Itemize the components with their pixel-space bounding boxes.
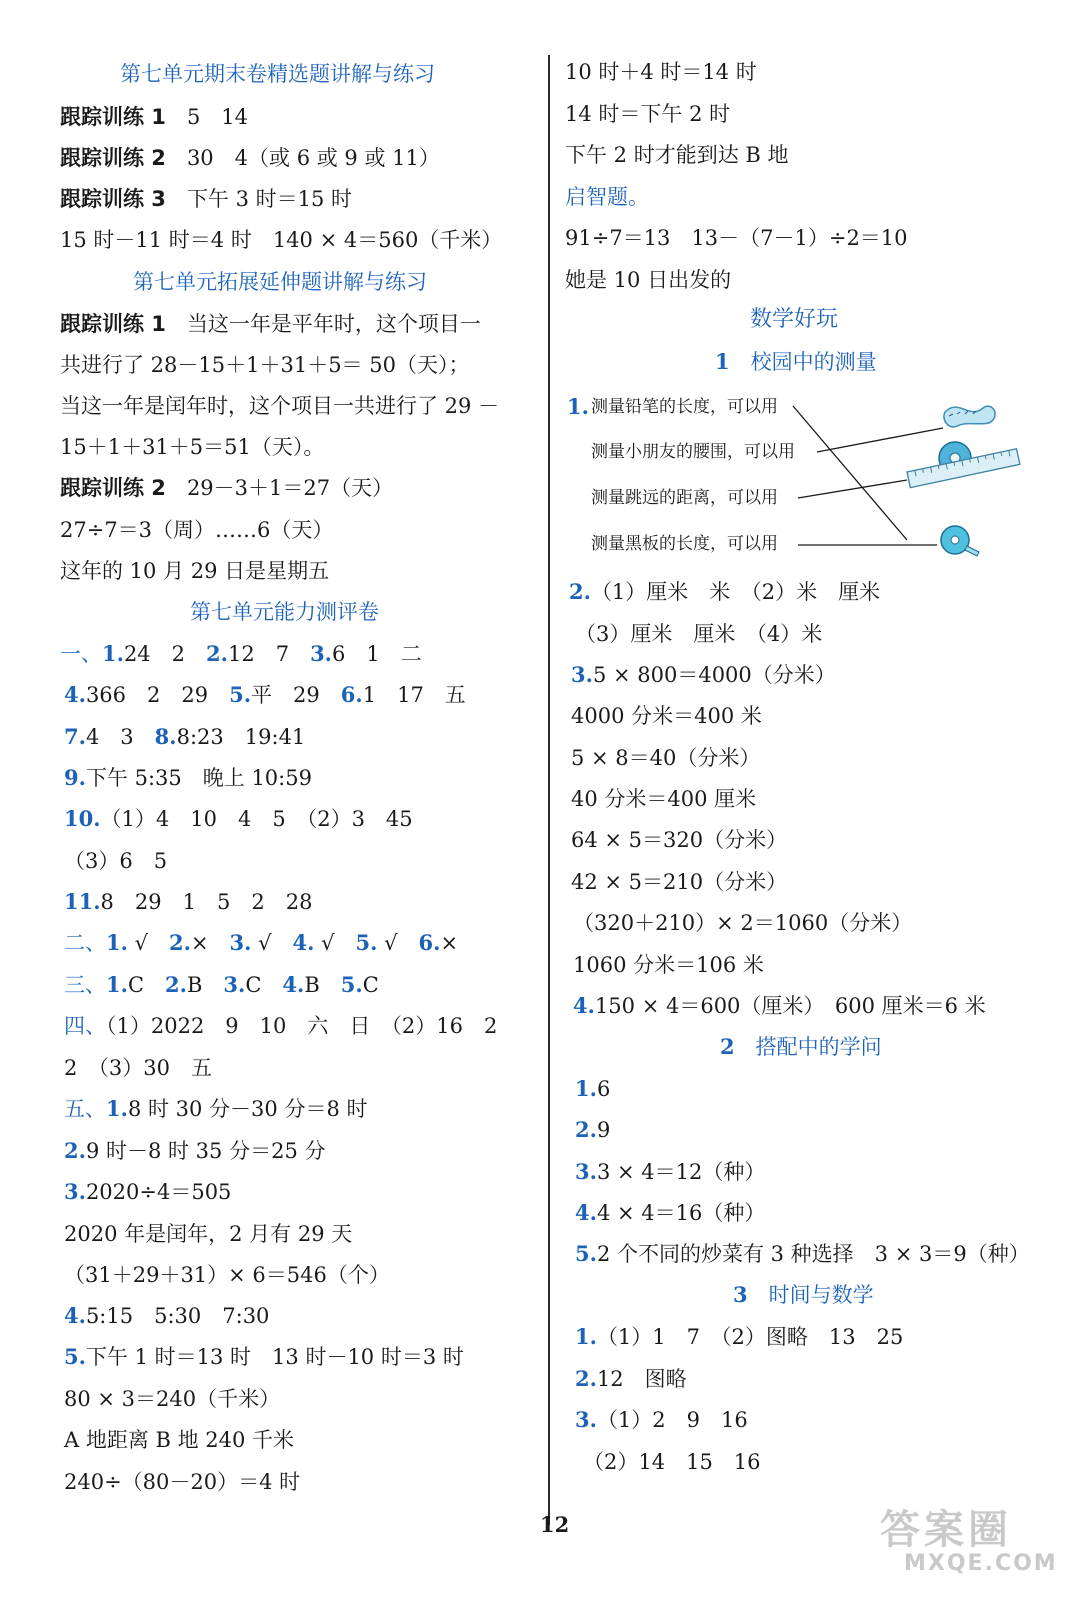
answer-text: √ xyxy=(127,931,169,955)
section-title-extension: 第七单元拓展延伸题讲解与练习 xyxy=(133,270,427,294)
answer-line xyxy=(64,1137,325,1165)
answer-line xyxy=(64,1385,280,1413)
answer-line xyxy=(60,640,422,668)
answer-line xyxy=(64,1343,464,1371)
answer-text: 3 × 4＝12（种） xyxy=(596,1160,766,1184)
answer-text: 下午 1 时＝13 时 13 时－10 时＝3 时 xyxy=(85,1345,464,1369)
answer-text: √ xyxy=(314,931,356,955)
answer-line xyxy=(64,929,458,957)
answer-text: × xyxy=(440,931,459,955)
page-number: 12 xyxy=(540,1512,570,1537)
answer-line xyxy=(64,1302,269,1330)
answer-text: （3）6 5 xyxy=(64,849,168,873)
text-line xyxy=(60,474,393,502)
question-number: 6. xyxy=(418,930,441,955)
answer-text: 5:15 5:30 7:30 xyxy=(85,1304,270,1328)
answer-text: B xyxy=(304,973,341,997)
question-number: 10. xyxy=(64,806,101,831)
question-number: 4. xyxy=(292,930,315,955)
text-line: 共进行了 28－15＋1＋31＋5＝ 50（天）； xyxy=(60,353,470,377)
answer-text: 平 29 xyxy=(251,683,341,707)
answer-text: 4 × 4＝16（种） xyxy=(596,1201,766,1225)
answer-text: C xyxy=(362,973,379,997)
exercise-label: 跟踪训练 2 xyxy=(60,146,166,170)
part-heading: 五、 xyxy=(64,1097,106,1121)
answer-line xyxy=(571,744,760,772)
answer-line xyxy=(571,868,787,896)
question-number: 3. xyxy=(575,1407,597,1432)
part-heading: 一、 xyxy=(60,642,102,666)
answer-text: 下午 3 时＝15 时 xyxy=(186,187,353,211)
answer-line xyxy=(575,1240,1030,1268)
answer-text: 1060 分米＝106 米 xyxy=(573,953,764,977)
question-number: 1. xyxy=(575,1076,597,1101)
answer-line xyxy=(64,805,413,833)
watermark-url: MXQE.COM xyxy=(904,1551,1058,1576)
question-number: 6. xyxy=(340,682,363,707)
subsection-title xyxy=(733,1281,874,1309)
answer-text: （1）4 10 4 5 （2）3 45 xyxy=(100,807,413,831)
answer-text: 8 时 30 分－30 分＝8 时 xyxy=(127,1097,368,1121)
answer-text: √ xyxy=(377,931,419,955)
question-number: 3. xyxy=(64,1179,86,1204)
question-number: 4. xyxy=(573,993,595,1018)
answer-text: 4 3 xyxy=(85,725,155,749)
answer-text: 5 × 800＝4000（分米） xyxy=(592,663,836,687)
question-number: 1. xyxy=(575,1324,597,1349)
answer-text: 30 4（或 6 或 9 或 11） xyxy=(186,146,440,170)
section-title-final-exam: 第七单元期末卷精选题讲解与练习 xyxy=(120,62,435,86)
part-heading: 二、 xyxy=(64,931,106,955)
answer-text: （1）2022 9 10 六 日 （2）16 2 xyxy=(106,1014,498,1038)
text-line xyxy=(60,144,440,172)
question-number: 5. xyxy=(64,1344,86,1369)
subsection-text: 搭配中的学问 xyxy=(755,1035,882,1059)
answer-text: 5 × 8＝40（分米） xyxy=(571,746,761,770)
matching-prompt-waist: 测量小朋友的腰围，可以用 xyxy=(591,442,795,462)
bonus-heading: 启智题。 xyxy=(565,185,649,209)
text-line: 15＋1＋31＋5＝51（天）。 xyxy=(60,435,325,459)
answer-text: 80 × 3＝240（千米） xyxy=(64,1387,281,1411)
answer-text: 当这一年是平年时，这个项目一 xyxy=(186,312,481,336)
question-number: 4. xyxy=(282,972,305,997)
answer-text: 24 2 xyxy=(123,642,207,666)
watermark-text: 答案圈 xyxy=(880,1507,1012,1553)
answer-line xyxy=(64,1426,294,1454)
matching-prompt-jump: 测量跳远的距离，可以用 xyxy=(591,488,778,508)
answer-line xyxy=(571,826,787,854)
answer-line xyxy=(573,909,912,937)
answer-text: （1）2 9 16 xyxy=(596,1408,748,1432)
exercise-label: 跟踪训练 3 xyxy=(60,187,166,211)
answer-line xyxy=(64,1261,390,1289)
answer-text: 1 17 五 xyxy=(362,683,466,707)
section-title-ability-test: 第七单元能力测评卷 xyxy=(190,600,379,624)
measuring-reel-icon xyxy=(941,526,979,556)
question-number: 5. xyxy=(575,1241,597,1266)
answer-line xyxy=(575,1365,687,1393)
answer-text: 2020 年是闰年，2 月有 29 天 xyxy=(64,1222,353,1246)
answer-line xyxy=(575,1406,748,1434)
answer-text: （2）14 15 16 xyxy=(583,1450,761,1474)
answer-line xyxy=(64,1095,367,1123)
text-line xyxy=(60,103,248,131)
answer-line xyxy=(575,1323,903,1351)
answer-line xyxy=(64,723,305,751)
answer-text: 64 × 5＝320（分米） xyxy=(571,828,788,852)
question-number: 2. xyxy=(575,1366,597,1391)
answer-text: 366 2 29 xyxy=(85,683,230,707)
answer-text: 4000 分米＝400 米 xyxy=(571,704,762,728)
answer-text: 2020÷4＝505 xyxy=(85,1180,232,1204)
answer-text: 6 xyxy=(596,1077,611,1101)
answer-text: × xyxy=(190,931,230,955)
column-divider xyxy=(548,55,550,1525)
text-line: 91÷7＝13 13－（7－1）÷2＝10 xyxy=(565,226,908,250)
answer-line xyxy=(64,764,312,792)
question-number: 3. xyxy=(575,1159,597,1184)
answer-line xyxy=(573,992,986,1020)
answer-text: 5 14 xyxy=(186,105,249,129)
answer-line xyxy=(573,951,764,979)
answer-text: C xyxy=(245,973,283,997)
answer-line xyxy=(64,971,379,999)
answer-text: 2 （3）30 五 xyxy=(64,1056,212,1080)
answer-line xyxy=(575,1199,765,1227)
answer-text: √ xyxy=(251,931,293,955)
answer-line xyxy=(64,1012,497,1040)
answer-line xyxy=(575,1158,765,1186)
answer-text: 下午 5:35 晚上 10:59 xyxy=(85,766,312,790)
question-number: 2. xyxy=(169,930,191,955)
question-number: 3. xyxy=(229,930,252,955)
subsection-title xyxy=(720,1033,882,1061)
question-number: 3. xyxy=(571,662,593,687)
answer-text: （3）厘米 厘米 （4）米 xyxy=(575,622,823,646)
question-number: 1. xyxy=(567,394,589,419)
question-number: 3. xyxy=(223,972,246,997)
answer-text: 40 分米＝400 厘米 xyxy=(571,787,757,811)
question-number: 1. xyxy=(106,972,128,997)
answer-text: A 地距离 B 地 240 千米 xyxy=(64,1428,295,1452)
question-number: 2. xyxy=(64,1138,86,1163)
question-number: 4. xyxy=(64,682,86,707)
subsection-number: 3 xyxy=(733,1282,748,1307)
answer-line xyxy=(583,1448,761,1476)
soft-tape-icon xyxy=(944,406,995,427)
subsection-text: 校园中的测量 xyxy=(750,350,877,374)
question-number: 5. xyxy=(229,682,252,707)
answer-text: 29－3＋1＝27（天） xyxy=(186,476,394,500)
answer-text: 2 个不同的炒菜有 3 种选择 3 × 3＝9（种） xyxy=(596,1242,1030,1266)
answer-line xyxy=(64,1054,212,1082)
text-line: 10 时＋4 时＝14 时 xyxy=(565,60,757,84)
exercise-label: 跟踪训练 2 xyxy=(60,476,166,500)
answer-text: 12 图略 xyxy=(596,1367,687,1391)
exercise-label: 跟踪训练 1 xyxy=(60,312,166,336)
answer-text: B xyxy=(186,973,224,997)
question-number: 3. xyxy=(310,641,332,666)
answer-line xyxy=(575,1116,610,1144)
question-number: 9. xyxy=(64,765,86,790)
answer-text: C xyxy=(127,973,166,997)
text-line xyxy=(60,185,352,213)
match-line-waist xyxy=(817,428,943,452)
section-title-math-fun: 数学好玩 xyxy=(750,307,839,332)
text-line: 她是 10 日出发的 xyxy=(565,268,732,292)
question-number: 5. xyxy=(340,972,363,997)
question-number: 2. xyxy=(165,972,187,997)
question-number: 4. xyxy=(575,1200,597,1225)
text-line: 27÷7＝3（周）……6（天） xyxy=(60,518,334,542)
answer-text: 150 × 4＝600（厘米） 600 厘米＝6 米 xyxy=(594,994,986,1018)
answer-text: （31＋29＋31）× 6＝546（个） xyxy=(64,1263,390,1287)
answer-text: 240÷（80－20）＝4 时 xyxy=(64,1470,301,1494)
answer-text: 9 时－8 时 35 分＝25 分 xyxy=(85,1139,326,1163)
match-line-jump xyxy=(798,480,907,498)
answer-line xyxy=(64,1468,300,1496)
answer-line xyxy=(64,1220,352,1248)
part-heading: 三、 xyxy=(64,973,106,997)
answer-line xyxy=(571,785,756,813)
answer-text: 42 × 5＝210（分米） xyxy=(571,870,788,894)
text-line: 这年的 10 月 29 日是星期五 xyxy=(60,559,330,583)
question-number: 5. xyxy=(355,930,378,955)
question-number: 1. xyxy=(102,641,124,666)
text-line: 14 时＝下午 2 时 xyxy=(565,102,731,126)
question-number: 4. xyxy=(64,1303,86,1328)
matching-prompt-blackboard: 测量黑板的长度，可以用 xyxy=(591,534,778,554)
question-number: 2. xyxy=(569,579,591,604)
answer-line xyxy=(64,847,167,875)
answer-text: 9 xyxy=(596,1118,611,1142)
answer-text: 8 29 1 5 2 28 xyxy=(100,890,313,914)
subsection-number: 2 xyxy=(720,1034,735,1059)
watermark-logo xyxy=(880,1508,1058,1576)
question-number: 11. xyxy=(64,889,101,914)
subsection-title xyxy=(715,348,877,376)
answer-line xyxy=(64,888,312,916)
subsection-text: 时间与数学 xyxy=(768,1283,874,1307)
answer-text: （1）厘米 米 （2）米 厘米 xyxy=(590,580,881,604)
question-number: 2. xyxy=(206,641,228,666)
question-number: 1. xyxy=(106,1096,128,1121)
question-number: 1. xyxy=(106,930,128,955)
part-heading: 四、 xyxy=(64,1014,106,1038)
question-number: 8. xyxy=(154,724,177,749)
answer-text: 8:23 19:41 xyxy=(176,725,306,749)
matching-prompt-pencil: 测量铅笔的长度，可以用 xyxy=(591,397,778,417)
subsection-number: 1 xyxy=(715,349,730,374)
question-number: 2. xyxy=(575,1117,597,1142)
answer-text: 12 7 xyxy=(227,642,311,666)
answer-text: （1）1 7 （2）图略 13 25 xyxy=(596,1325,904,1349)
answer-text: 6 1 二 xyxy=(332,642,422,666)
answer-text: （320＋210）× 2＝1060（分米） xyxy=(573,911,913,935)
matching-diagram xyxy=(555,380,1035,565)
match-line-pencil xyxy=(793,406,907,540)
exercise-label: 跟踪训练 1 xyxy=(60,105,166,129)
answer-line xyxy=(64,1178,231,1206)
text-line: 15 时－11 时＝4 时 140 × 4＝560（千米） xyxy=(60,228,503,252)
answer-line xyxy=(575,620,822,648)
answer-line xyxy=(64,681,466,709)
text-line xyxy=(60,310,481,338)
answer-line xyxy=(575,1075,610,1103)
text-line: 当这一年是闰年时，这个项目一共进行了 29 － xyxy=(60,394,500,418)
question-number: 7. xyxy=(64,724,86,749)
answer-line xyxy=(571,702,762,730)
text-line: 下午 2 时才能到达 B 地 xyxy=(565,143,789,167)
answer-line xyxy=(569,578,880,606)
answer-line xyxy=(571,661,836,689)
